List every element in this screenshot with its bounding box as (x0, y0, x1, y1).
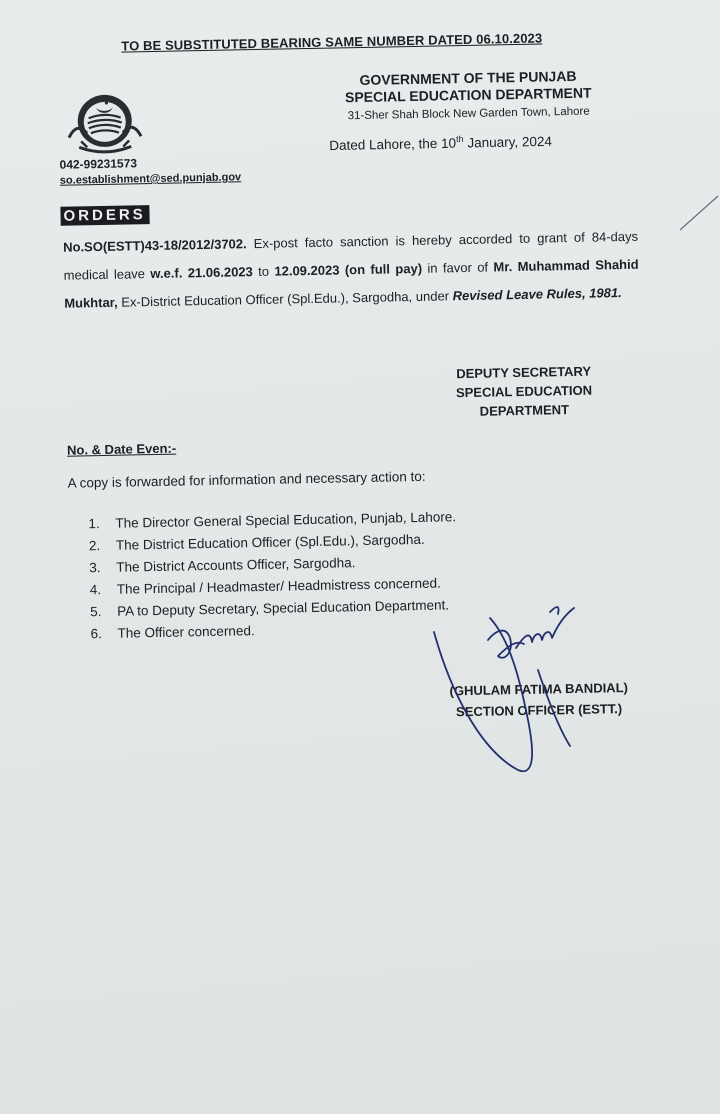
government-line-2: SPECIAL EDUCATION DEPARTMENT (344, 84, 592, 106)
deputy-secretary-block (449, 361, 598, 421)
list-item-number: 1. (88, 516, 100, 532)
order-wef-date: w.e.f. 21.06.2023 (150, 264, 253, 282)
list-item-text: PA to Deputy Secretary, Special Education Department. (117, 597, 450, 619)
pen-mark-icon (676, 190, 720, 234)
list-item-number: 3. (89, 560, 101, 576)
dated-rest: January, 2024 (463, 133, 553, 151)
government-address: 31-Sher Shah Block New Garden Town, Lahore (347, 105, 590, 123)
copy-intro: A copy is forwarded for information and necessary action to: (67, 468, 426, 491)
list-item-text: The Officer concerned. (117, 623, 255, 641)
order-to-date: 12.09.2023 (on full pay) (274, 260, 423, 279)
handwritten-signature-icon (420, 600, 590, 790)
order-text-2: to (252, 263, 275, 280)
order-text-3: in favor of (421, 259, 494, 276)
email-address: so.establishment@sed.punjab.gov (59, 171, 242, 187)
deputy-line-3: DEPARTMENT (479, 402, 570, 419)
contact-block (59, 153, 241, 188)
order-rules: Revised Leave Rules, 1981. (452, 285, 622, 304)
government-line-1: GOVERNMENT OF THE PUNJAB (359, 67, 577, 89)
signatory-title: SECTION OFFICER (ESTT.) (455, 701, 623, 720)
list-item-text: The District Education Officer (Spl.Edu.), Sargodha. (115, 531, 425, 553)
deputy-line-2: SPECIAL EDUCATION (455, 382, 593, 401)
list-item-number: 4. (89, 582, 102, 598)
list-item-text: The Principal / Headmaster/ Headmistress concerned. (116, 575, 441, 597)
no-date-even: No. & Date Even:- (66, 440, 177, 458)
dated-ordinal: th (455, 134, 464, 145)
orders-heading: ORDERS (60, 205, 150, 226)
dated-line (329, 132, 552, 153)
list-item-number: 5. (90, 604, 102, 620)
list-item-number: 6. (90, 626, 102, 642)
substitution-note: TO BE SUBSTITUTED BEARING SAME NUMBER DATED 06.10.2023 (121, 30, 543, 54)
deputy-line-1: DEPUTY SECRETARY (456, 363, 592, 382)
order-text-4: Ex-District Education Officer (Spl.Edu.), Sargodha, under (117, 288, 453, 310)
order-paragraph (63, 223, 640, 318)
signatory-name: (GHULAM FATIMA BANDIAL) (449, 679, 629, 699)
list-item-text: The Director General Special Education, Punjab, Lahore. (115, 509, 457, 531)
order-person: Mr. Muhammad Shahid Mukhtar, (64, 256, 639, 311)
copy-list (88, 506, 458, 645)
punjab-government-emblem-icon (62, 90, 147, 156)
dated-prefix: Dated Lahore, the 10 (329, 135, 457, 154)
government-header (318, 67, 619, 126)
order-text-1: Ex-post facto sanction is hereby accorded to grant of 84-days medical leave (63, 228, 639, 283)
list-item-number: 2. (88, 538, 101, 554)
order-number: No.SO(ESTT)43-18/2012/3702. (63, 236, 247, 255)
list-item-text: The District Accounts Officer, Sargodha. (116, 555, 356, 575)
phone-number: 042-99231573 (59, 156, 138, 172)
